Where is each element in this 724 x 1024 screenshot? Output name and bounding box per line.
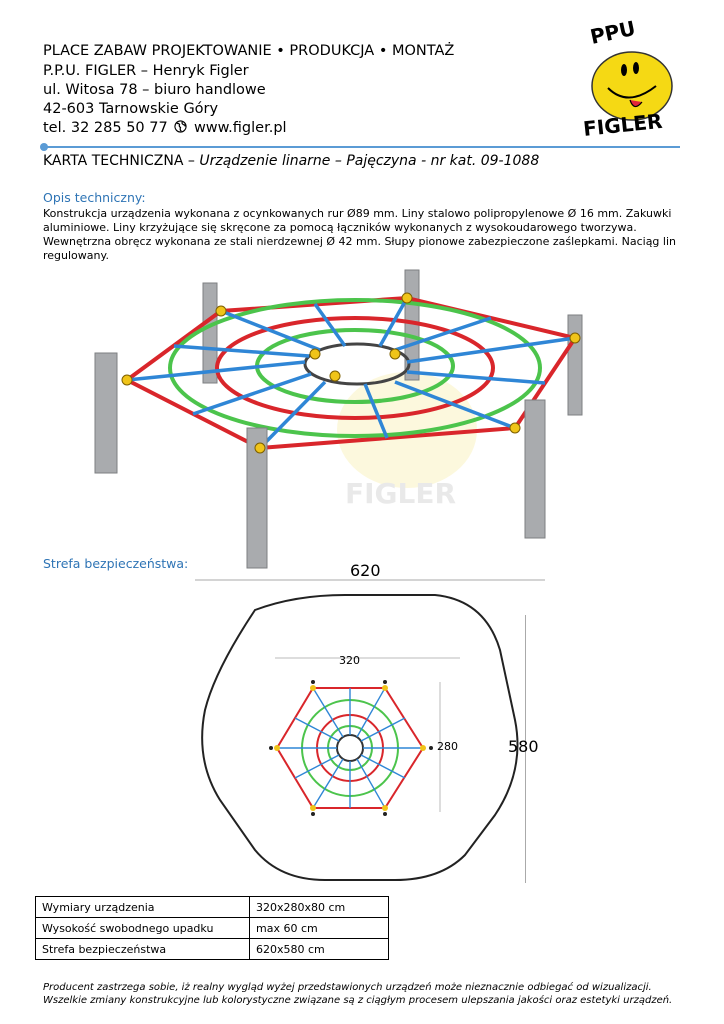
table-row	[36, 939, 389, 960]
footer-disclaimer	[43, 982, 703, 1007]
globe-icon	[174, 120, 187, 133]
spec-value: 620x580 cm	[250, 939, 389, 960]
header-address: ul. Witosa 78 – biuro handlowe	[43, 82, 266, 98]
title-prefix: KARTA TECHNICZNA –	[43, 153, 200, 169]
dim-inner-width-label: 320	[339, 654, 360, 667]
post-back-left	[203, 283, 217, 383]
header-divider	[43, 146, 680, 148]
description-text: Konstrukcja urządzenia wykonana z ocynkowanych rur Ø89 mm. Liny stalowo polipropylenowe Ø 16 mm. Zakuwki aluminiowe. Liny krzyżujące się skręcone za pomocą łączników wykonanych z wysokoudarowego tworzywa. Wewnętrzna obręcz wykonana ze stali nierdzewnej Ø 42 mm. Słupy pionowe zabezpieczone zaślepkami. Naciąg lin regulowany.	[43, 207, 676, 262]
footer-line-2: Wszelkie zmiany konstrukcyjne lub kolorystyczne związane są z ciągłym procesem ulepszania jakości oraz estetyki urządzeń.	[43, 994, 673, 1006]
title-product: Urządzenie linarne – Pajęczyna - nr kat. 09-1088	[199, 153, 540, 169]
spec-table	[35, 896, 389, 960]
post-left	[95, 353, 117, 473]
header-contact	[43, 119, 287, 138]
spec-label: Wymiary urządzenia	[36, 897, 250, 918]
safety-heading: Strefa bezpieczeństwa:	[43, 556, 189, 571]
header-line-1: PLACE ZABAW PROJEKTOWANIE • PRODUKCJA • MONTAŻ	[43, 43, 455, 59]
spec-label: Wysokość swobodnego upadku	[36, 918, 250, 939]
safety-zone-outline	[202, 595, 517, 880]
table-row	[36, 897, 389, 918]
footer-line-1: Producent zastrzega sobie, iż realny wygląd wyżej przedstawionych urządzeń może nieznacznie odbiegać od wizualizacji.	[43, 982, 652, 993]
header-company: P.P.U. FIGLER – Henryk Figler	[43, 63, 249, 79]
dim-inner-height-label: 280	[437, 740, 458, 753]
header-phone: tel. 32 285 50 77	[43, 120, 168, 136]
spec-label: Strefa bezpieczeństwa	[36, 939, 250, 960]
figler-logo	[578, 15, 686, 144]
inner-ring-top-view	[337, 735, 363, 761]
description-heading: Opis techniczny:	[43, 190, 146, 205]
spec-value: 320x280x80 cm	[250, 897, 389, 918]
dim-height-label: 580	[508, 737, 539, 756]
spider-web-illustration	[95, 258, 595, 570]
page-title	[43, 153, 539, 169]
header-city: 42-603 Tarnowskie Góry	[43, 101, 219, 117]
logo-bottom-text: FIGLER	[582, 108, 664, 141]
safety-zone-diagram	[195, 561, 545, 890]
watermark-text: FIGLER	[345, 477, 457, 510]
spec-value: max 60 cm	[250, 918, 389, 939]
divider-dot	[40, 143, 48, 151]
post-front-right	[525, 400, 545, 538]
table-row	[36, 918, 389, 939]
logo-top-text: PPU	[588, 15, 638, 49]
header-website-link[interactable]: www.figler.pl	[193, 120, 287, 136]
dim-width-label: 620	[350, 561, 381, 580]
post-right	[568, 315, 582, 415]
